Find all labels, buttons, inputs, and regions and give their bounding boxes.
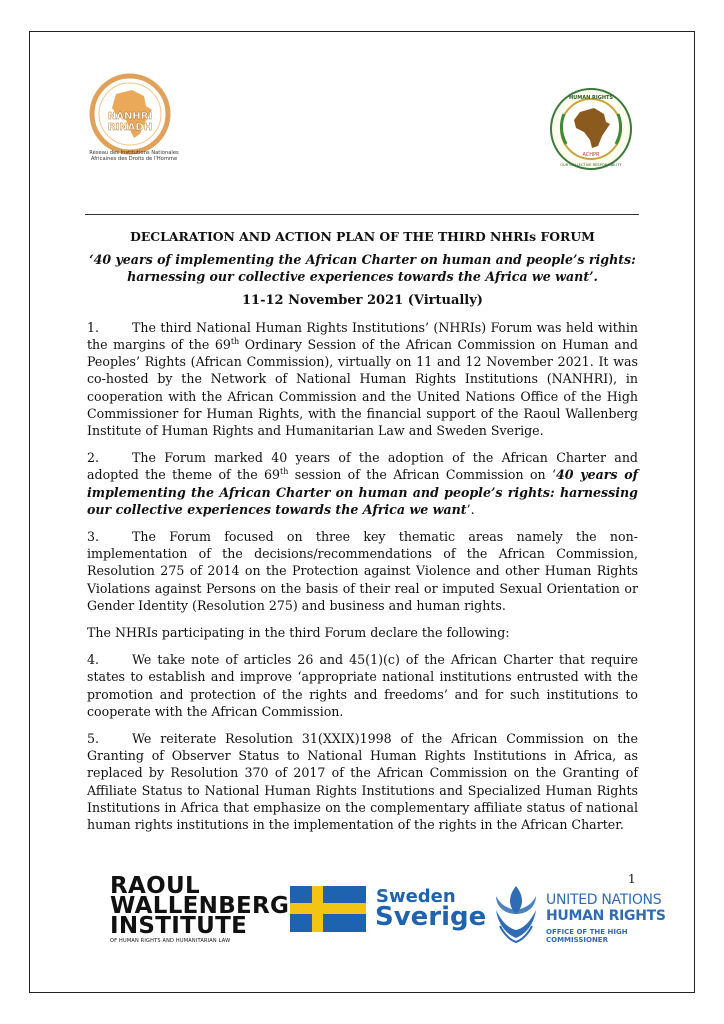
paragraph-text: The third National Human Rights Institutions’ (NHRIs) Forum was held within the margins of the 69 xyxy=(87,319,638,353)
rwi-subtitle: OF HUMAN RIGHTS AND HUMANITARIAN LAW xyxy=(110,938,231,944)
paragraph-text: Ordinary Session of the African Commission on Human and Peoples’ Rights (African Commission), virtually on 11 and 12 November 2021. It was co-hosted by the Network of National Human Rights Institutions (NANHRI), in cooperation with the African Commission and the United Nations Office of the High Commissioner for Human Rights, with the financial support of the Raoul Wallenberg Institute of Human Rights and Humanitarian Law and Sweden Sverige. xyxy=(87,337,638,439)
nanhri-name-2: RINADH xyxy=(107,122,153,133)
paragraph-text: We take note of articles 26 and 45(1)(c) of the African Charter that require states to establish and improve ‘appropriate national institutions entrusted with the promotion and protection of the rights and freedoms’ and for such institutions to cooperate with the African Commission. xyxy=(87,652,638,719)
document-title: DECLARATION AND ACTION PLAN OF THE THIRD NHRIs FORUM xyxy=(130,229,595,244)
achpr-ring-top: HUMAN RIGHTS xyxy=(568,95,614,101)
achpr-emblem xyxy=(546,84,636,174)
un-emblem-icon xyxy=(490,880,542,946)
paragraph-5 xyxy=(87,730,638,833)
paragraph-text: session of the African Commission on ‘ xyxy=(288,467,556,483)
paragraph-number: 3. xyxy=(87,529,100,545)
rwi-logo xyxy=(110,873,290,954)
un-line-1: UNITED NATIONS xyxy=(546,892,662,908)
achpr-logo xyxy=(546,84,636,174)
rwi-line-2: WALLENBERG xyxy=(110,893,290,919)
paragraph-number: 4. xyxy=(87,652,100,668)
paragraph-text: The Forum focused on three key thematic areas namely the non-implementation of the decisions/recommendations of the African Commission, Resolution 275 of 2014 on the Protection against Violence and other Human Rights Violations against Persons on the basis of their real or imputed Sexual Orientation or Gender Identity (Resolution 275) and business and human rights. xyxy=(87,529,638,613)
forum-theme: ‘40 years of implementing the African Charter on human and people’s rights: harnessing our collective experiences towards the Africa we want’. xyxy=(89,252,636,285)
page-number: 1 xyxy=(628,872,636,886)
nanhri-emblem xyxy=(86,72,182,172)
swedish-flag-icon xyxy=(290,886,366,932)
header-rule xyxy=(85,214,639,215)
paragraph-text: ’. xyxy=(466,501,475,517)
paragraph-number: 5. xyxy=(87,731,100,747)
paragraph-2 xyxy=(87,449,638,518)
sweden-label: Sweden xyxy=(376,886,456,907)
achpr-acronym: ACHPR xyxy=(582,152,600,158)
paragraph-3 xyxy=(87,528,638,614)
un-line-3: OFFICE OF THE HIGH COMMISSIONER xyxy=(546,928,628,944)
superscript: th xyxy=(280,467,289,477)
forum-dates: 11-12 November 2021 (Virtually) xyxy=(242,292,483,308)
paragraph-1 xyxy=(87,319,638,439)
sweden-logo xyxy=(290,884,487,940)
document-body xyxy=(87,228,638,843)
un-human-rights-logo xyxy=(490,880,680,946)
declaration-intro: The NHRIs participating in the third Forum declare the following: xyxy=(87,625,510,641)
sverige-label: Sverige xyxy=(375,902,487,932)
rwi-line-1: RAOUL xyxy=(110,873,200,899)
nanhri-logo xyxy=(86,72,182,172)
achpr-ring-bottom: OUR COLLECTIVE RESPONSIBILITY xyxy=(560,163,622,167)
nanhri-caption: Réseau des Institutions Nationales Africaines des Droits de l'Homme xyxy=(89,150,179,162)
paragraph-number: 1. xyxy=(87,319,100,335)
paragraph-4 xyxy=(87,651,638,720)
paragraph-text: We reiterate Resolution 31(XXIX)1998 of the African Commission on the Granting of Observer Status to National Human Rights Institutions in Africa, as replaced by Resolution 370 of 2017 of the African Commission on the Granting of Affiliate Status to National Human Rights Institutions and Specialized Human Rights Institutions in Africa that emphasize on the complementary affiliate status of national human rights institutions in the implementation of the rights in the African Charter. xyxy=(87,731,638,833)
nanhri-name-1: NANHRI xyxy=(107,111,153,122)
paragraph-text: The Forum marked 40 years of the adoption of the African Charter and adopted the theme of the 69 xyxy=(87,450,638,483)
rwi-line-3: INSTITUTE xyxy=(110,913,248,939)
paragraph-number: 2. xyxy=(87,450,100,466)
superscript: th xyxy=(230,336,240,346)
theme-emphasis: 40 years of implementing the African Charter on human and people’s rights: harnessing our collective experiences towards the Africa we want xyxy=(87,467,639,517)
un-line-2: HUMAN RIGHTS xyxy=(546,908,666,924)
